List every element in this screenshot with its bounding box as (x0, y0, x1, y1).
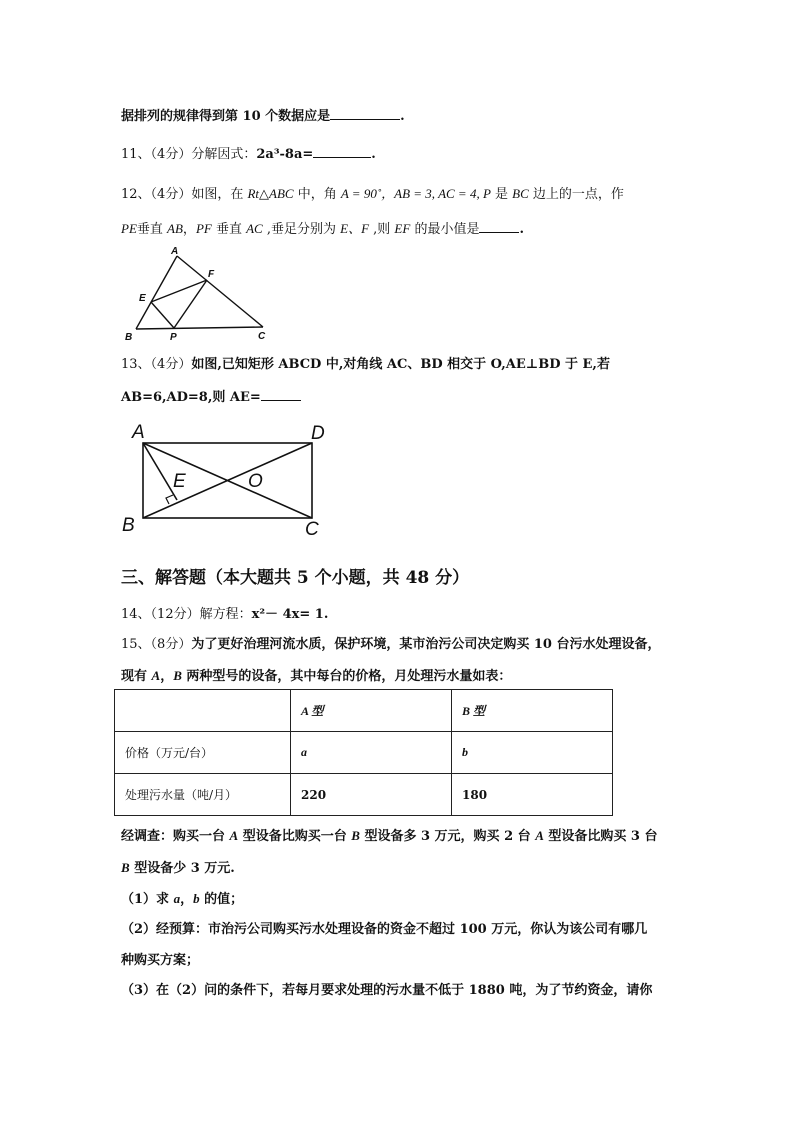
label-c: C (258, 331, 266, 342)
segment-ac (177, 256, 263, 327)
question-12-line2: PE垂直 AB，PF 垂直 AC ,垂足分别为 E、F ,则 EF 的最小值是 . (121, 221, 524, 237)
label-c: C (305, 519, 319, 540)
answer-blank (330, 118, 400, 120)
question-15-line2: 现有 A，B 两种型号的设备，其中每台的价格，月处理污水量如表： (121, 668, 512, 684)
question-11: 11、（4分）分解因式：2a³-8a= . (121, 147, 376, 162)
table-cell: 处理污水量（吨/月） (115, 774, 291, 816)
table-cell: b (452, 732, 613, 774)
table-header-row (115, 690, 613, 732)
label-a: A (132, 422, 145, 443)
label-b: B (122, 515, 135, 536)
table-row (115, 732, 613, 774)
question-13-line2: AB=6,AD=8,则 AE= (121, 386, 301, 405)
question-15-survey-line2: B 型设备少 3 万元. (121, 860, 235, 876)
question-15-sub1: （1）求 a，b 的值； (121, 891, 244, 907)
segment-ae (143, 443, 177, 500)
label-o: O (248, 471, 263, 492)
table-cell: 220 (291, 774, 452, 816)
q10-tail-line: 据排列的规律得到第 10 个数据应是 . (121, 109, 405, 124)
question-15-line1: 15、（8分）为了更好治理河流水质，保护环境，某市治污公司决定购买 10 台污水处理设备， (121, 637, 661, 652)
label-a: A (171, 246, 179, 257)
question-15-sub2-line1: （2）经预算：市治污公司购买污水处理设备的资金不超过 100 万元，你认为该公司有哪几 (121, 922, 648, 937)
label-d: D (311, 423, 325, 444)
right-angle-mark (166, 495, 173, 504)
segment-pe (151, 302, 174, 328)
label-b: B (125, 332, 133, 343)
question-15-survey-line1: 经调查：购买一台 A 型设备比购买一台 B 型设备多 3 万元，购买 2 台 A 型设备比购买 3 台 (121, 828, 658, 844)
answer-blank (313, 156, 371, 158)
table-row (115, 774, 613, 816)
segment-bc (136, 327, 263, 329)
equipment-table (114, 689, 613, 816)
section-3-title: 三、解答题（本大题共 5 个小题，共 48 分） (121, 568, 470, 588)
question-14: 14、（12分）解方程：x²－ 4x= 1. (121, 607, 329, 622)
label-e: E (173, 471, 186, 492)
table-cell: A 型 (291, 690, 452, 732)
label-e: E (139, 293, 146, 304)
table-cell: a (291, 732, 452, 774)
label-f: F (208, 269, 215, 280)
answer-blank (479, 231, 519, 233)
table-cell (115, 690, 291, 732)
question-15-sub3: （3）在（2）问的条件下，若每月要求处理的污水量不低于 1880 吨，为了节约资金，请你 (121, 983, 653, 998)
question-15-sub2-line2: 种购买方案； (121, 953, 200, 968)
rectangle-figure (118, 418, 348, 544)
triangle-figure (120, 245, 280, 345)
table-cell: B 型 (452, 690, 613, 732)
question-13-line1: 13、（4分）如图,已知矩形 ABCD 中,对角线 AC、BD 相交于 O,AE⊥BD 于 E,若 (121, 357, 610, 372)
table-cell: 180 (452, 774, 613, 816)
label-p: P (170, 332, 177, 343)
answer-blank (261, 399, 301, 401)
table-cell: 价格（万元/台） (115, 732, 291, 774)
question-12-line1: 12、（4分）如图，在 Rt△ABC 中，角 A = 90˚，AB = 3, AC = 4, P 是 BC 边上的一点，作 (121, 186, 624, 202)
